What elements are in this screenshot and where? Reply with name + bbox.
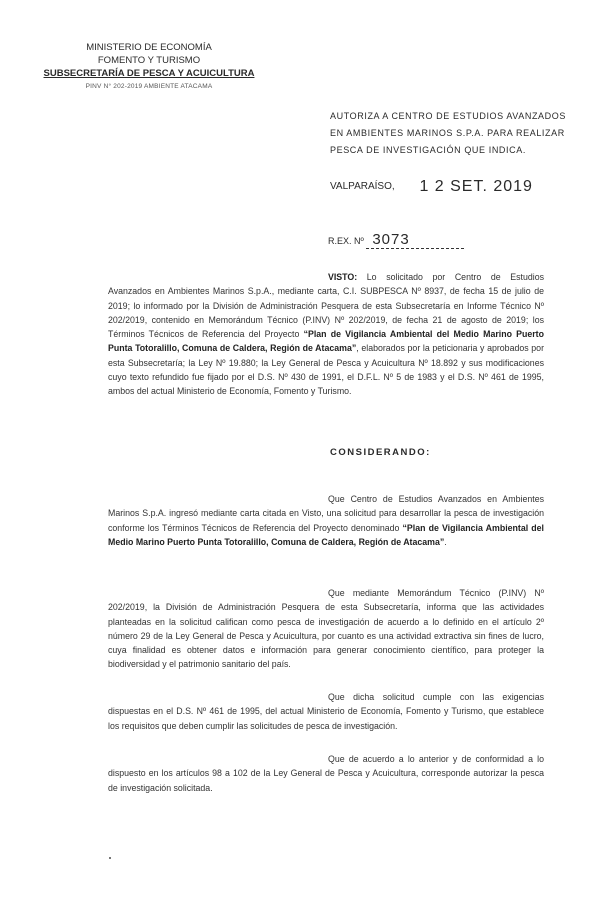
date-stamp: 1 2 SET. 2019 bbox=[419, 178, 533, 195]
rex-label: R.EX. Nº bbox=[328, 236, 364, 246]
visto-project-name: “Plan de Vigilancia Ambiental del Medio Marino Puerto Punta Totoralillo, Comuna de Caldera, Región de Atacama” bbox=[108, 329, 544, 354]
letterhead bbox=[34, 41, 264, 93]
considerando-paragraph-4: Que de acuerdo a lo anterior y de conformidad a lo dispuesto en los artículos 98 a 102 de la Ley General de Pesca y Acuicultura, corresponde autorizar la pesca de investigación solicitada. bbox=[108, 754, 544, 793]
considerando-heading: CONSIDERANDO: bbox=[330, 447, 431, 458]
considerando-paragraph-2: Que mediante Memorándum Técnico (P.INV) Nº 202/2019, la División de Administración Pesquera de esta Subsecretaría, informa que las actividades planteadas en la solicitud califican como pesca de investigación de acuerdo a lo definido en el artículo 2º número 29 de la Ley General de Pesca y Acuicultura, por cuanto es una actividad extractiva sin fines de lucro, cuya finalidad es obtener datos e información para generar conocimiento científico, para proteger la biodiversidad y el patrimonio sanitario del país. bbox=[108, 588, 544, 670]
visto-label: VISTO: bbox=[328, 272, 358, 282]
c1-text-2: . bbox=[444, 536, 447, 547]
city: VALPARAÍSO, bbox=[330, 181, 395, 192]
visto-text-2: , elaborados por la peticionaria y aprobados por esta Subsecretaría; la Ley Nº 19.880; la Ley General de Pesca y Acuicultura Nº 18.892 y sus modificaciones cuyo texto refundido fue fijado por el D.S. Nº 430 de 1991, el D.F.L. Nº 5 de 1983 y el D.S. Nº 461 de 1995, ambos del actual Ministerio de Economía, Fomento y Turismo. bbox=[108, 343, 544, 397]
visto-text-1: Lo solicitado por Centro de Estudios Avanzados en Ambientes Marinos S.p.A., mediante carta, C.I. SUBPESCA Nº 8937, de fecha 15 de julio de 2019; lo informado por la División de Administración Pesquera de esta Subsecretaría en Informe Técnico Nº 202/2019, contenido en Memorándum Técnico (P.INV) Nº 202/2019, de fecha 21 de agosto de 2019; los Términos Técnicos de Referencia del Proyecto bbox=[108, 272, 544, 340]
resolution-number-line bbox=[328, 231, 464, 249]
rex-number: 3073 bbox=[366, 231, 464, 249]
page-mark bbox=[109, 857, 111, 859]
visto-paragraph bbox=[108, 270, 544, 399]
c1-project-name: “Plan de Vigilancia Ambiental del Medio Marino Puerto Punta Totoralillo, Comuna de Caldera, Región de Atacama” bbox=[108, 522, 544, 547]
date-line bbox=[330, 176, 533, 194]
ministry-name: MINISTERIO DE ECONOMÍA bbox=[86, 42, 212, 53]
considerando-paragraph-3: Que dicha solicitud cumple con las exigencias dispuestas en el D.S. Nº 461 de 1995, del actual Ministerio de Economía, Fomento y Turismo, que establece los requisitos que deben cumplir las solicitudes de pesca de investigación. bbox=[108, 692, 544, 731]
reference-code: PINV N° 202-2019 AMBIENTE ATACAMA bbox=[85, 83, 213, 90]
resolution-subject: AUTORIZA A CENTRO DE ESTUDIOS AVANZADOS EN AMBIENTES MARINOS S.P.A. PARA REALIZAR PESCA DE INVESTIGACIÓN QUE INDICA. bbox=[330, 111, 566, 155]
subsecretaria-name: SUBSECRETARÍA DE PESCA Y ACUICULTURA bbox=[43, 68, 255, 79]
c1-text-1: Que Centro de Estudios Avanzados en Ambientes Marinos S.p.A. ingresó mediante carta citada en Visto, una solicitud para desarrollar la pesca de investigación conforme los Términos Técnicos de Referencia del Proyecto denominado bbox=[108, 494, 544, 533]
considerando-paragraph-1 bbox=[108, 492, 544, 549]
ministry-name-2: FOMENTO Y TURISMO bbox=[97, 55, 201, 66]
